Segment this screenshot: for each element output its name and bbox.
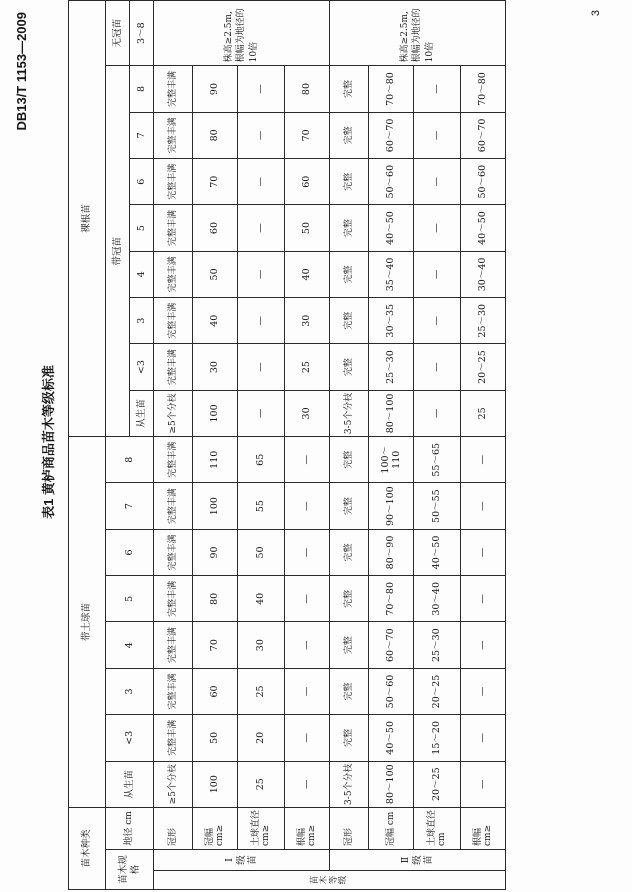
grade2-ball-crown-cell: 50～60 bbox=[369, 668, 414, 714]
grade2-ball-crown-cell: 80～90 bbox=[369, 529, 414, 575]
row-label-root: 根幅 cm≥ bbox=[461, 807, 506, 849]
grade2-ball-ball-cell: 15～20 bbox=[414, 715, 461, 761]
grade2-bare-ball-cell: — bbox=[414, 66, 461, 112]
grade2-ball-root-cell: — bbox=[461, 529, 506, 575]
grade2-ball-ball-cell: 50～55 bbox=[414, 483, 461, 529]
grade2-ball-root-cell: — bbox=[461, 761, 506, 807]
grade1-bare-crown-cell: 50 bbox=[193, 251, 238, 297]
grade1-ball-crown-cell: 60 bbox=[193, 668, 238, 714]
grade2-bare-root-cell: 25 bbox=[461, 390, 506, 436]
grade1-no-crown-note: 株高≥2.5m,根幅为地径的10倍 bbox=[154, 1, 330, 66]
grade1-ball-form-cell: 完整丰满 bbox=[154, 529, 193, 575]
grade1-bare-root-cell: 70 bbox=[285, 112, 330, 158]
header-seedling-type: 苗木种类 bbox=[69, 807, 106, 889]
grade2-bare-form-cell: 完整 bbox=[330, 205, 369, 251]
grade2-bare-crown-cell: 30～35 bbox=[369, 298, 414, 344]
grade2-ball-form-cell: 完整 bbox=[330, 576, 369, 622]
grade2-ball-crown-cell: 70～80 bbox=[369, 576, 414, 622]
grade2-bare-root-cell: 70～80 bbox=[461, 66, 506, 112]
grade1-bare-form-cell: ≥5个分枝 bbox=[154, 390, 193, 436]
hdr-bare-d7: 7 bbox=[130, 112, 154, 158]
grade1-ball-root-cell: — bbox=[285, 761, 330, 807]
grade2-ball-form-cell: 完整 bbox=[330, 529, 369, 575]
grade2-ball-root-cell: — bbox=[461, 483, 506, 529]
table-row bbox=[154, 1, 193, 890]
table-row bbox=[414, 1, 461, 890]
grade1-ball-root-cell: — bbox=[285, 668, 330, 714]
grade1-bare-crown-cell: 90 bbox=[193, 66, 238, 112]
grade1-bare-crown-cell: 70 bbox=[193, 159, 238, 205]
grade1-ball-crown-cell: 70 bbox=[193, 622, 238, 668]
grade2-ball-crown-cell: 90～100 bbox=[369, 483, 414, 529]
grade2-ball-ball-cell: 55～65 bbox=[414, 437, 461, 483]
grade1-label bbox=[154, 849, 330, 870]
grade2-bare-crown-cell: 50～60 bbox=[369, 159, 414, 205]
grade1-bare-crown-cell: 100 bbox=[193, 390, 238, 436]
grade2-ball-ball-cell: 25～30 bbox=[414, 622, 461, 668]
side-label-char: 苗 bbox=[309, 875, 320, 885]
grade1-ball-form-cell: 完整丰满 bbox=[154, 437, 193, 483]
grade2-bare-form-cell: 完整 bbox=[330, 159, 369, 205]
grade2-bare-crown-cell: 35～40 bbox=[369, 251, 414, 297]
grade2-ball-crown-cell: 40～50 bbox=[369, 715, 414, 761]
grade1-ball-ball-cell: 40 bbox=[238, 576, 285, 622]
grade2-bare-ball-cell: — bbox=[414, 205, 461, 251]
hdr-ball-d4: 4 bbox=[106, 622, 154, 668]
grade1-bare-root-cell: 30 bbox=[285, 298, 330, 344]
table-row bbox=[461, 1, 506, 890]
grade1-label-char: Ⅰ bbox=[224, 858, 236, 862]
grading-table bbox=[68, 0, 506, 890]
hdr-ball-d-lt3: <3 bbox=[106, 715, 154, 761]
hdr-no-crown-range: 3～8 bbox=[130, 1, 154, 66]
hdr-ball-d5: 5 bbox=[106, 576, 154, 622]
grade2-ball-form-cell: 完整 bbox=[330, 622, 369, 668]
hdr-ball-d7: 7 bbox=[106, 483, 154, 529]
header-ball-group: 带土球苗 bbox=[69, 437, 106, 808]
table-row bbox=[369, 1, 414, 890]
grade2-bare-crown-cell: 60～70 bbox=[369, 112, 414, 158]
grade2-ball-crown-cell: 100～110 bbox=[369, 437, 414, 483]
grade1-bare-crown-cell: 60 bbox=[193, 205, 238, 251]
grade1-ball-crown-cell: 50 bbox=[193, 715, 238, 761]
grade2-bare-form-cell: 完整 bbox=[330, 112, 369, 158]
grade2-bare-crown-cell: 80～100 bbox=[369, 390, 414, 436]
row-label-form: 冠形 bbox=[154, 807, 193, 849]
rotated-content bbox=[10, 0, 620, 892]
grade1-ball-ball-cell: 30 bbox=[238, 622, 285, 668]
grade2-bare-root-cell: 60～70 bbox=[461, 112, 506, 158]
page-number: 3 bbox=[590, 10, 602, 17]
grade2-ball-root-cell: — bbox=[461, 668, 506, 714]
grade1-ball-ball-cell: 25 bbox=[238, 761, 285, 807]
grade2-ball-form-cell: 完整 bbox=[330, 715, 369, 761]
side-label-seedling-grade bbox=[154, 871, 506, 890]
grade1-bare-ball-cell: — bbox=[238, 344, 285, 390]
grade2-bare-form-cell: 完整 bbox=[330, 251, 369, 297]
hdr-ball-d6: 6 bbox=[106, 529, 154, 575]
grade1-ball-form-cell: 完整丰满 bbox=[154, 483, 193, 529]
row-label-form: 冠形 bbox=[330, 807, 369, 849]
hdr-ball-d8: 8 bbox=[106, 437, 154, 483]
grade1-bare-ball-cell: — bbox=[238, 205, 285, 251]
grade1-bare-root-cell: 50 bbox=[285, 205, 330, 251]
grade2-bare-root-cell: 25～30 bbox=[461, 298, 506, 344]
grade1-bare-root-cell: 60 bbox=[285, 159, 330, 205]
grade2-bare-crown-cell: 40～50 bbox=[369, 205, 414, 251]
side-label-char: 等 bbox=[328, 875, 339, 885]
side-label-char: 级 bbox=[337, 875, 348, 885]
grade1-ball-form-cell: 完整丰满 bbox=[154, 668, 193, 714]
grade1-ball-root-cell: — bbox=[285, 529, 330, 575]
grade2-bare-ball-cell: — bbox=[414, 159, 461, 205]
grade2-bare-form-cell: 3-5个分枝 bbox=[330, 390, 369, 436]
grade2-ball-root-cell: — bbox=[461, 622, 506, 668]
grade1-ball-ball-cell: 65 bbox=[238, 437, 285, 483]
row-label-root: 根幅 cm≥ bbox=[285, 807, 330, 849]
grade1-ball-root-cell: — bbox=[285, 576, 330, 622]
grade2-label-char: Ⅱ bbox=[400, 856, 412, 864]
grade1-bare-form-cell: 完整丰满 bbox=[154, 251, 193, 297]
grade1-bare-crown-cell: 30 bbox=[193, 344, 238, 390]
grade1-ball-ball-cell: 55 bbox=[238, 483, 285, 529]
grade1-bare-root-cell: 40 bbox=[285, 251, 330, 297]
grade2-bare-ball-cell: — bbox=[414, 251, 461, 297]
header-ground-diameter: 地径 cm bbox=[106, 807, 154, 849]
grade2-ball-form-cell: 完整 bbox=[330, 668, 369, 714]
grade2-bare-form-cell: 完整 bbox=[330, 298, 369, 344]
grade1-ball-form-cell: ≥5个分枝 bbox=[154, 761, 193, 807]
grade1-ball-form-cell: 完整丰满 bbox=[154, 715, 193, 761]
grade2-bare-root-cell: 20～25 bbox=[461, 344, 506, 390]
grade2-ball-root-cell: — bbox=[461, 437, 506, 483]
row-label-crown: 冠幅 cm bbox=[369, 807, 414, 849]
grade1-bare-form-cell: 完整丰满 bbox=[154, 344, 193, 390]
grade2-label-char: 苗 bbox=[423, 855, 435, 865]
hdr-bare-clump: 从生苗 bbox=[130, 390, 154, 436]
grade2-ball-ball-cell: 20～25 bbox=[414, 668, 461, 714]
grade2-label bbox=[330, 849, 506, 870]
grade1-bare-ball-cell: — bbox=[238, 66, 285, 112]
grade2-ball-crown-cell: 60～70 bbox=[369, 622, 414, 668]
table-row bbox=[193, 1, 238, 890]
hdr-bare-d5: 5 bbox=[130, 205, 154, 251]
grade1-bare-ball-cell: — bbox=[238, 298, 285, 344]
grade2-ball-form-cell: 完整 bbox=[330, 483, 369, 529]
grade1-ball-form-cell: 完整丰满 bbox=[154, 576, 193, 622]
grade2-bare-ball-cell: — bbox=[414, 112, 461, 158]
grade1-ball-root-cell: — bbox=[285, 622, 330, 668]
hdr-ball-d3: 3 bbox=[106, 668, 154, 714]
grade1-label-char: 级 bbox=[235, 855, 247, 865]
grade1-bare-form-cell: 完整丰满 bbox=[154, 298, 193, 344]
hdr-bare-d6: 6 bbox=[130, 159, 154, 205]
grade1-ball-crown-cell: 100 bbox=[193, 761, 238, 807]
grade2-bare-crown-cell: 70～80 bbox=[369, 66, 414, 112]
row-label-crown: 冠幅 cm≥ bbox=[193, 807, 238, 849]
grade1-bare-ball-cell: — bbox=[238, 112, 285, 158]
grade2-bare-root-cell: 30～40 bbox=[461, 251, 506, 297]
hdr-bare-d3: 3 bbox=[130, 298, 154, 344]
hdr-ball-clump: 从生苗 bbox=[106, 761, 154, 807]
hdr-bare-d4: 4 bbox=[130, 251, 154, 297]
hdr-bare-d8: 8 bbox=[130, 66, 154, 112]
grade1-bare-root-cell: 25 bbox=[285, 344, 330, 390]
header-bare-group: 裸根苗 bbox=[69, 1, 106, 437]
grade1-ball-ball-cell: 20 bbox=[238, 715, 285, 761]
row-label-ball: 土球直径 cm≥ bbox=[238, 807, 285, 849]
grade2-bare-ball-cell: — bbox=[414, 344, 461, 390]
grade2-bare-form-cell: 完整 bbox=[330, 66, 369, 112]
grade2-bare-root-cell: 40～50 bbox=[461, 205, 506, 251]
grade1-bare-form-cell: 完整丰满 bbox=[154, 66, 193, 112]
side-label-char: 木 bbox=[319, 875, 330, 885]
grade1-bare-form-cell: 完整丰满 bbox=[154, 205, 193, 251]
grade2-no-crown-note: 株高≥2.5m,根幅为地径的10倍 bbox=[330, 1, 506, 66]
grade1-bare-ball-cell: — bbox=[238, 390, 285, 436]
grade1-label-char: 苗 bbox=[247, 855, 259, 865]
grade2-ball-ball-cell: 20～25 bbox=[414, 761, 461, 807]
grade2-ball-ball-cell: 30～40 bbox=[414, 576, 461, 622]
grade2-bare-form-cell: 完整 bbox=[330, 344, 369, 390]
grade1-bare-form-cell: 完整丰满 bbox=[154, 159, 193, 205]
grade1-ball-ball-cell: 25 bbox=[238, 668, 285, 714]
grade2-bare-root-cell: 50～60 bbox=[461, 159, 506, 205]
grade1-bare-form-cell: 完整丰满 bbox=[154, 112, 193, 158]
row-label-ball: 土球直径 cm bbox=[414, 807, 461, 849]
grade1-bare-root-cell: 80 bbox=[285, 66, 330, 112]
grade1-ball-root-cell: — bbox=[285, 437, 330, 483]
table-row bbox=[330, 1, 369, 890]
grade2-ball-ball-cell: 40～50 bbox=[414, 529, 461, 575]
grade2-ball-crown-cell: 80～100 bbox=[369, 761, 414, 807]
hdr-bare-d-lt3: <3 bbox=[130, 344, 154, 390]
table-title: 表1 黄栌商品苗木等级标准 bbox=[41, 365, 56, 519]
header-no-crown-subgroup: 无冠苗 bbox=[106, 1, 130, 66]
grade2-ball-root-cell: — bbox=[461, 715, 506, 761]
grade1-ball-crown-cell: 100 bbox=[193, 483, 238, 529]
grade1-bare-crown-cell: 80 bbox=[193, 112, 238, 158]
grade1-ball-form-cell: 完整丰满 bbox=[154, 622, 193, 668]
header-crown-subgroup: 带冠苗 bbox=[106, 66, 130, 437]
grade2-ball-root-cell: — bbox=[461, 576, 506, 622]
grade1-ball-crown-cell: 90 bbox=[193, 529, 238, 575]
standard-code: DB13/T 1153—2009 bbox=[14, 12, 29, 131]
table-row bbox=[238, 1, 285, 890]
grade2-bare-ball-cell: — bbox=[414, 390, 461, 436]
grade1-ball-root-cell: — bbox=[285, 483, 330, 529]
grade2-label-char: 级 bbox=[411, 855, 423, 865]
grade2-bare-crown-cell: 25～30 bbox=[369, 344, 414, 390]
grade1-ball-crown-cell: 110 bbox=[193, 437, 238, 483]
grade1-bare-root-cell: 30 bbox=[285, 390, 330, 436]
grade2-bare-ball-cell: — bbox=[414, 298, 461, 344]
grade1-bare-crown-cell: 40 bbox=[193, 298, 238, 344]
header-grade-corner: 苗木规格 bbox=[106, 849, 154, 889]
grade2-ball-form-cell: 完整 bbox=[330, 437, 369, 483]
grade1-bare-ball-cell: — bbox=[238, 251, 285, 297]
table-row bbox=[285, 1, 330, 890]
grade1-ball-crown-cell: 80 bbox=[193, 576, 238, 622]
grade2-ball-form-cell: 3-5个分枝 bbox=[330, 761, 369, 807]
grade1-bare-ball-cell: — bbox=[238, 159, 285, 205]
grade1-ball-root-cell: — bbox=[285, 715, 330, 761]
grade1-ball-ball-cell: 50 bbox=[238, 529, 285, 575]
